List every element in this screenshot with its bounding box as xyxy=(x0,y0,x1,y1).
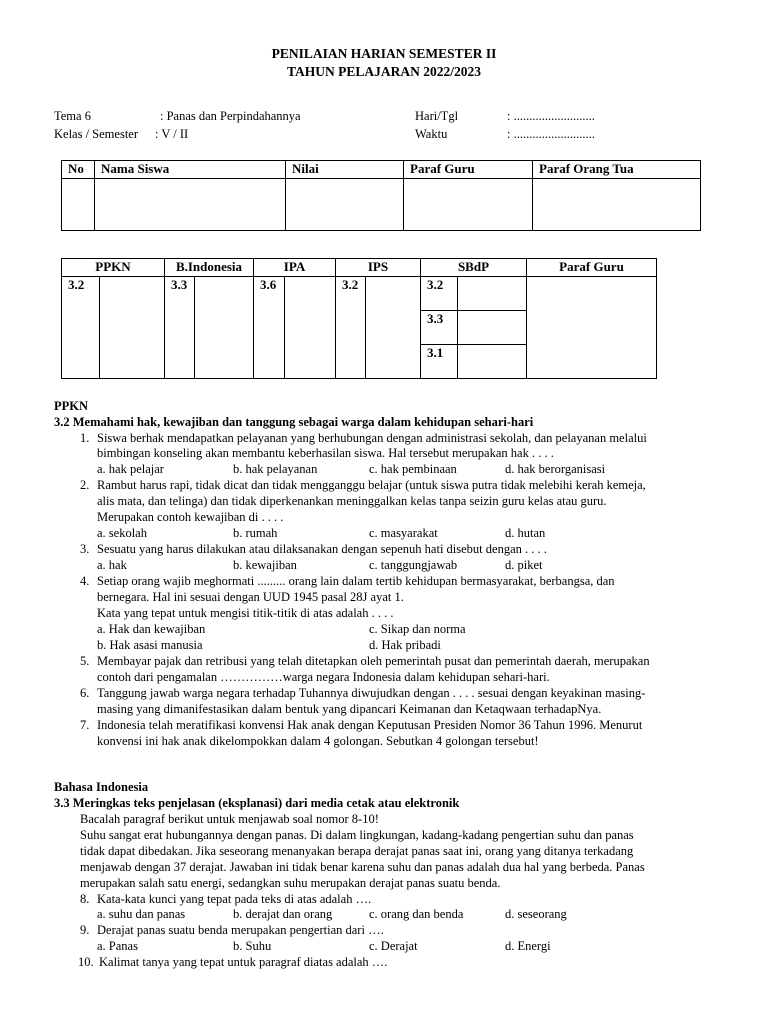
tema-value: : Panas dan Perpindahannya xyxy=(160,109,301,123)
header-ips: IPS xyxy=(336,259,421,277)
ppkn-code: 3.2 xyxy=(62,277,100,379)
score-paraf-guru-cell[interactable] xyxy=(527,277,657,379)
ppkn-heading: PPKN xyxy=(54,399,89,413)
question-number: 1. xyxy=(80,431,90,445)
sbdp-score-1[interactable] xyxy=(458,277,527,311)
question-number: 4. xyxy=(80,574,90,588)
ipa-code: 3.6 xyxy=(254,277,285,379)
question-number: 6. xyxy=(80,686,90,700)
header-nilai: Nilai xyxy=(286,161,404,179)
q3-option-b[interactable]: b. kewajiban xyxy=(233,558,297,572)
ips-code: 3.2 xyxy=(336,277,366,379)
header-no: No xyxy=(62,161,95,179)
q9-option-d[interactable]: d. Energi xyxy=(505,939,551,953)
q2-option-b[interactable]: b. rumah xyxy=(233,526,278,540)
q6-line-2: masing yang dimanifestasikan dalam bentuk yang dipancari Keimanan dan Ketaqwaan terhadapNya. xyxy=(97,702,602,716)
q4-option-d[interactable]: d. Hak pribadi xyxy=(369,638,441,652)
header-score-paraf-guru: Paraf Guru xyxy=(527,259,657,277)
q2-option-d[interactable]: d. hutan xyxy=(505,526,546,540)
q4-line-2: bernegara. Hal ini sesuai dengan UUD 1945 pasal 28J ayat 1. xyxy=(97,590,404,604)
page-subtitle: TAHUN PELAJARAN 2022/2023 xyxy=(286,64,481,79)
q7-line-1: Indonesia telah meratifikasi konvensi Hak anak dengan Keputusan Presiden Nomor 36 Tahun 1996. Menurut xyxy=(97,718,643,732)
paraf-guru-cell[interactable] xyxy=(404,179,533,231)
score-table xyxy=(61,258,657,379)
nama-siswa-cell[interactable] xyxy=(95,179,286,231)
question-number: 5. xyxy=(80,654,90,668)
q1-option-a[interactable]: a. hak pelajar xyxy=(97,462,164,476)
ppkn-score[interactable] xyxy=(100,277,165,379)
header-paraf-guru: Paraf Guru xyxy=(404,161,533,179)
no-cell[interactable] xyxy=(62,179,95,231)
nilai-cell[interactable] xyxy=(286,179,404,231)
q3-option-a[interactable]: a. hak xyxy=(97,558,127,572)
page-title: PENILAIAN HARIAN SEMESTER II xyxy=(271,46,497,61)
bindo-score[interactable] xyxy=(195,277,254,379)
question-number: 8. xyxy=(80,892,90,906)
hari-value: : .......................... xyxy=(507,109,595,123)
question-number: 2. xyxy=(80,478,90,492)
sbdp-code-2: 3.3 xyxy=(421,311,458,345)
q7-line-2: konvensi ini hak anak dikelompokkan dalam 4 golongan. Sebutkan 4 golongan tersebut! xyxy=(97,734,539,748)
q4-option-b[interactable]: b. Hak asasi manusia xyxy=(97,638,203,652)
q8-text: Kata-kata kunci yang tepat pada teks di atas adalah …. xyxy=(97,892,372,906)
bindo-kd: 3.3 Meringkas teks penjelasan (eksplanasi) dari media cetak atau elektronik xyxy=(54,796,460,810)
kelas-value: : V / II xyxy=(155,127,189,141)
hari-label: Hari/Tgl xyxy=(415,109,459,123)
header-paraf-orang-tua: Paraf Orang Tua xyxy=(533,161,701,179)
student-table xyxy=(61,160,701,231)
sbdp-code-1: 3.2 xyxy=(421,277,458,311)
q8-option-a[interactable]: a. suhu dan panas xyxy=(97,907,186,921)
bindo-code: 3.3 xyxy=(165,277,195,379)
q2-line-2: alis mata, dan telinga) dan tidak diperkenankan meninggalkan kelas tanpa seizin guru kelas atau guru. xyxy=(97,494,607,508)
q3-option-d[interactable]: d. piket xyxy=(505,558,543,572)
sbdp-score-3[interactable] xyxy=(458,345,527,379)
q1-line-1: Siswa berhak mendapatkan pelayanan yang berhubungan dengan administrasi sekolah, dan pelayanan melalui xyxy=(97,431,647,445)
passage-line-4: merupakan salah satu energi, sedangkan suhu merupakan derajat panas suatu benda. xyxy=(80,876,501,890)
q9-option-b[interactable]: b. Suhu xyxy=(233,939,272,953)
passage-line-3: menjawab dengan 37 derajat. Jawaban ini tidak benar karena suhu dan panas adalah dua hal yang berbeda. Panas xyxy=(80,860,645,874)
header-nama-siswa: Nama Siswa xyxy=(95,161,286,179)
question-number: 9. xyxy=(80,923,90,937)
question-number: 7. xyxy=(80,718,90,732)
ipa-score[interactable] xyxy=(285,277,336,379)
q2-option-a[interactable]: a. sekolah xyxy=(97,526,147,540)
kelas-label: Kelas / Semester xyxy=(54,127,139,141)
q9-option-a[interactable]: a. Panas xyxy=(97,939,138,953)
passage-line-2: tidak dapat dibedakan. Jika seseorang menanyakan berapa derajat panas saat ini, orang yang ditanya terkadang xyxy=(80,844,634,858)
bindo-intro: Bacalah paragraf berikut untuk menjawab soal nomor 8-10! xyxy=(80,812,379,826)
bindo-heading: Bahasa Indonesia xyxy=(54,780,149,794)
q9-text: Derajat panas suatu benda merupakan pengertian dari …. xyxy=(97,923,384,937)
header-bindo: B.Indonesia xyxy=(165,259,254,277)
paraf-orang-tua-cell[interactable] xyxy=(533,179,701,231)
q1-line-2: bimbingan konseling akan membantu keberhasilan siswa. Hal tersebut merupakan hak . . . . xyxy=(97,446,554,460)
q6-line-1: Tanggung jawab warga negara terhadap Tuhannya diwujudkan dengan . . . . sesuai dengan keyakinan masing- xyxy=(97,686,646,700)
question-number: 3. xyxy=(80,542,90,556)
q1-option-b[interactable]: b. hak pelayanan xyxy=(233,462,318,476)
q1-option-c[interactable]: c. hak pembinaan xyxy=(369,462,457,476)
q8-option-b[interactable]: b. derajat dan orang xyxy=(233,907,333,921)
q5-line-2: contoh dari pengamalan ……………warga negara Indonesia dalam kehidupan sehari-hari. xyxy=(97,670,550,684)
q1-option-d[interactable]: d. hak berorganisasi xyxy=(505,462,606,476)
q2-line-3: Merupakan contoh kewajiban di . . . . xyxy=(97,510,284,524)
q3-line-1: Sesuatu yang harus dilakukan atau dilaksanakan dengan sepenuh hati disebut dengan . . . . xyxy=(97,542,547,556)
q8-option-c[interactable]: c. orang dan benda xyxy=(369,907,464,921)
q10-text: Kalimat tanya yang tepat untuk paragraf diatas adalah …. xyxy=(99,955,388,969)
sbdp-score-2[interactable] xyxy=(458,311,527,345)
header-ppkn: PPKN xyxy=(62,259,165,277)
passage-line-1: Suhu sangat erat hubungannya dengan panas. Di dalam lingkungan, kadang-kadang pengertian suhu dan panas xyxy=(80,828,634,842)
header-sbdp: SBdP xyxy=(421,259,527,277)
q4-option-a[interactable]: a. Hak dan kewajiban xyxy=(97,622,206,636)
q8-option-d[interactable]: d. seseorang xyxy=(505,907,567,921)
waktu-label: Waktu xyxy=(415,127,448,141)
header-ipa: IPA xyxy=(254,259,336,277)
q2-line-1: Rambut harus rapi, tidak dicat dan tidak mengganggu belajar (untuk siswa putra tidak melebihi kerah kemeja, xyxy=(97,478,646,492)
q4-line-3: Kata yang tepat untuk mengisi titik-titik di atas adalah . . . . xyxy=(97,606,394,620)
q3-option-c[interactable]: c. tanggungjawab xyxy=(369,558,458,572)
sbdp-code-3: 3.1 xyxy=(421,345,458,379)
q4-line-1: Setiap orang wajib meghormati ......... orang lain dalam tertib kehidupan bermasyarakat, berbangsa, dan xyxy=(97,574,615,588)
q9-option-c[interactable]: c. Derajat xyxy=(369,939,418,953)
q2-option-c[interactable]: c. masyarakat xyxy=(369,526,438,540)
tema-label: Tema 6 xyxy=(54,109,91,123)
ppkn-kd: 3.2 Memahami hak, kewajiban dan tanggung sebagai warga dalam kehidupan sehari-hari xyxy=(54,415,534,429)
waktu-value: : .......................... xyxy=(507,127,595,141)
q4-option-c[interactable]: c. Sikap dan norma xyxy=(369,622,466,636)
q5-line-1: Membayar pajak dan retribusi yang telah ditetapkan oleh pemerintah pusat dan pemerintah daerah, merupakan xyxy=(97,654,650,668)
question-number: 10. xyxy=(78,955,94,969)
ips-score[interactable] xyxy=(366,277,421,379)
